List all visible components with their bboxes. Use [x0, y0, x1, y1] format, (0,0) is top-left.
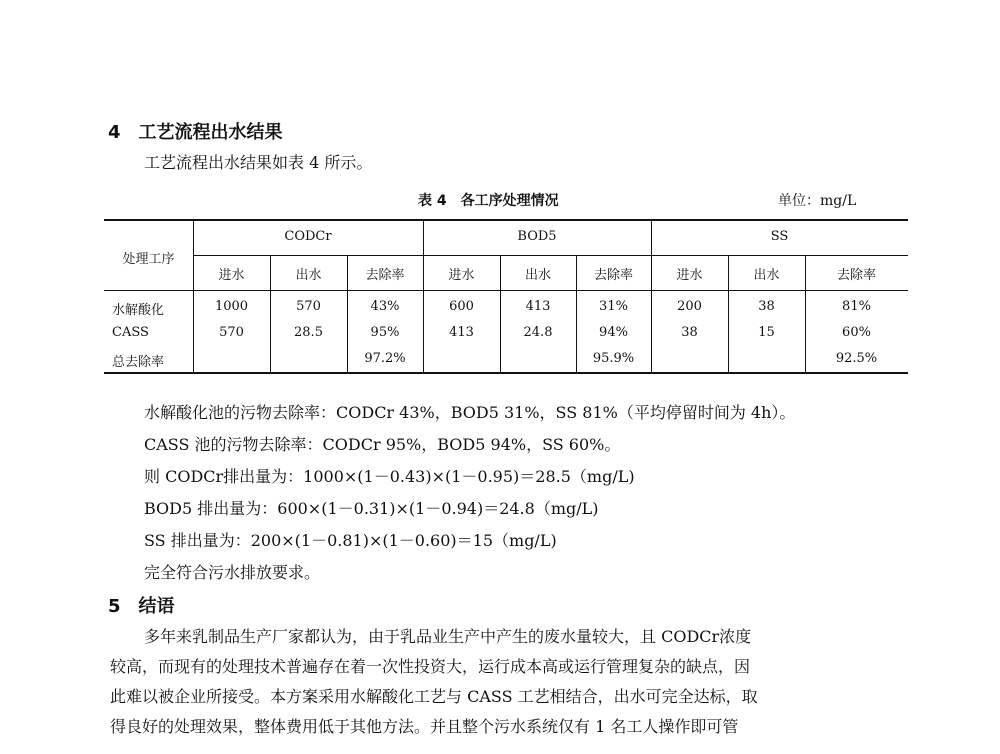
table-group-rule [193, 255, 908, 256]
table-cell: 38 [681, 325, 698, 340]
group-header-cod: CODCr [284, 229, 332, 244]
paragraph-line: 此难以被企业所接受。本方案采用水解酸化工艺与 CASS 工艺相结合，出水可完全达标，取 [110, 687, 758, 706]
result-line: 完全符合污水排放要求。 [144, 563, 321, 582]
table-header-rule [104, 290, 908, 291]
result-line: 水解酸化池的污物去除率：CODCr 43%，BOD5 31%，SS 81%（平均停留时间为 4h）。 [144, 403, 796, 422]
conclusion-paragraph [110, 622, 915, 742]
subheader-cell: 去除率 [593, 268, 633, 283]
result-line: CASS 池的污物去除率：CODCr 95%，BOD5 94%，SS 60%。 [144, 435, 621, 454]
table-cell: 1000 [214, 299, 249, 314]
table-unit: 单位：mg/L [778, 193, 857, 209]
table-cell: 200 [677, 299, 702, 314]
subheader-cell: 出水 [295, 268, 322, 283]
table-cell: 95% [370, 325, 400, 340]
row-label: CASS [112, 325, 149, 340]
table-cell: 81% [842, 299, 871, 314]
table-cell: 413 [525, 299, 551, 314]
table-cell: 31% [599, 299, 628, 314]
table-cell: 15 [758, 325, 775, 340]
table-cell: 570 [219, 325, 244, 340]
row-label: 总去除率 [112, 355, 165, 370]
result-line: 则 CODCr排出量为：1000×(1－0.43)×(1－0.95)＝28.5（mg/L) [144, 467, 635, 486]
subheader-cell: 进水 [448, 268, 475, 283]
table-cell: 570 [296, 299, 321, 314]
group-header-ss: SS [770, 229, 789, 244]
table-cell: 60% [842, 325, 871, 340]
table-bottom-rule [104, 372, 908, 374]
result-line: SS 排出量为：200×(1－0.81)×(1－0.60)＝15（mg/L) [144, 531, 557, 550]
subheader-cell: 进水 [676, 268, 703, 283]
table-top-rule [104, 219, 908, 221]
table-cell: 413 [449, 325, 474, 340]
group-header-bod: BOD5 [517, 229, 557, 244]
table-cell: 28.5 [294, 325, 323, 340]
table-cell: 92.5% [835, 351, 878, 366]
section-4-heading: 4 工艺流程出水结果 [108, 122, 283, 143]
paragraph-line: 多年来乳制品生产厂家都认为，由于乳品业生产中产生的废水量较大，且 CODCr浓度 [144, 627, 752, 646]
result-line: BOD5 排出量为：600×(1－0.31)×(1－0.94)＝24.8（mg/L) [144, 499, 599, 518]
row-header-label: 处理工序 [122, 252, 175, 267]
paragraph-line: 得良好的处理效果，整体费用低于其他方法。并且整个污水系统仅有 1 名工人操作即可管 [110, 717, 739, 736]
table-cell: 97.2% [364, 351, 406, 366]
subheader-cell: 出水 [753, 268, 780, 283]
subheader-cell: 进水 [218, 268, 245, 283]
section-4-intro: 工艺流程出水结果如表 4 所示。 [144, 153, 373, 172]
table-cell: 600 [449, 299, 474, 314]
subheader-cell: 去除率 [365, 268, 405, 283]
table-cell: 94% [599, 325, 628, 340]
table-cell: 24.8 [523, 325, 553, 340]
paragraph-line: 较高，而现有的处理技术普遍存在着一次性投资大，运行成本高或运行管理复杂的缺点，因 [110, 657, 751, 676]
row-label: 水解酸化 [112, 303, 165, 318]
subheader-cell: 去除率 [836, 268, 876, 283]
table-cell: 38 [758, 299, 775, 314]
table-cell: 95.9% [592, 351, 635, 366]
table-cell: 43% [370, 299, 400, 314]
section-5-heading: 5 结语 [108, 596, 175, 617]
table-caption: 表 4 各工序处理情况 [418, 193, 559, 209]
subheader-cell: 出水 [524, 268, 551, 283]
